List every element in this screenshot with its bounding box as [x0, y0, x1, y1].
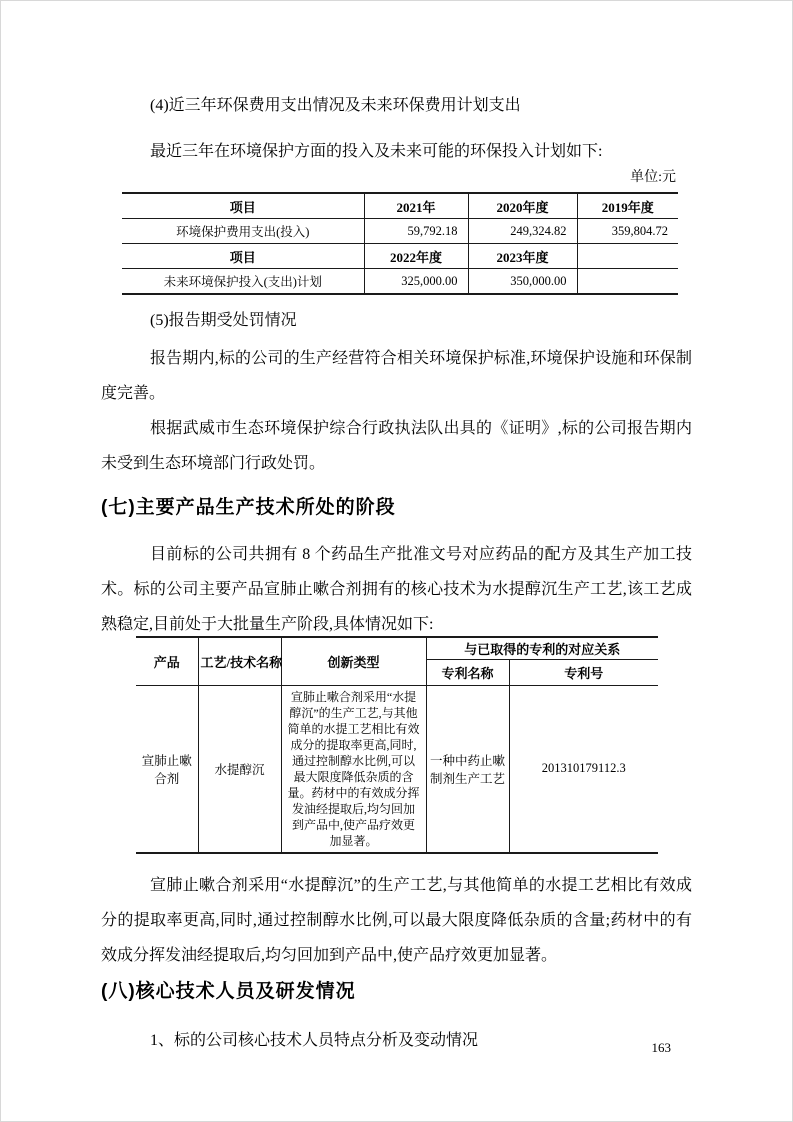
- tech-header-product: 产品: [136, 637, 198, 685]
- env-expense-2021: 59,792.18: [364, 219, 468, 244]
- tech-header-patent-number: 专利号: [509, 659, 658, 685]
- env-expense-2019: 359,804.72: [577, 219, 678, 244]
- certificate-paragraph: 根据武威市生态环境保护综合行政执法队出具的《证明》,标的公司报告期内未受到生态环境部门行政处罚。: [101, 420, 692, 472]
- env-table-header-2023: 2023年度: [468, 244, 577, 269]
- env-plan-empty: [577, 269, 678, 295]
- tech-cell-patent-number: 201310179112.3: [509, 685, 658, 853]
- env-plan-2023: 350,000.00: [468, 269, 577, 295]
- env-table-header-2019: 2019年度: [577, 193, 678, 219]
- tech-header-tech-name: 工艺/技术名称: [198, 637, 281, 685]
- env-table-expense-row: [122, 219, 678, 244]
- env-table-header-empty: [577, 244, 678, 269]
- env-table-header-row: [122, 193, 678, 219]
- env-table-header-item: 项目: [229, 199, 256, 215]
- env-table-header-item-2: 项目: [229, 249, 256, 265]
- tech-table-data-row: [136, 685, 658, 853]
- subsection-4-heading: (4)近三年环保费用支出情况及未来环保费用计划支出: [150, 97, 521, 114]
- tech-header-patent-relation: 与已取得的专利的对应关系: [426, 637, 658, 659]
- section-7-heading: (七)主要产品生产技术所处的阶段: [101, 497, 396, 518]
- compliance-paragraph: 报告期内,标的公司的生产经营符合相关环境保护标准,环境保护设施和环保制度完善。: [101, 350, 692, 402]
- tech-header-innovation-type: 创新类型: [281, 637, 426, 685]
- item-1-line: 1、标的公司核心技术人员特点分析及变动情况: [150, 1031, 479, 1049]
- env-table-header-2021: 2021年: [364, 193, 468, 219]
- env-expense-table: [122, 192, 678, 295]
- env-table-header-2022: 2022年度: [364, 244, 468, 269]
- env-table-plan-row: [122, 269, 678, 295]
- subsection-5-heading: (5)报告期受处罚情况: [150, 312, 297, 329]
- tech-intro-paragraph: 目前标的公司共拥有 8 个药品生产批准文号对应药品的配方及其生产加工技术。标的公司主要产品宣肺止嗽合剂拥有的核心技术为水提醇沉生产工艺,该工艺成熟稳定,目前处于大批量生产阶段,具体情况如下:: [101, 546, 692, 633]
- env-plan-label: 未来环境保护投入(支出)计划: [163, 275, 322, 289]
- env-plan-2022: 325,000.00: [364, 269, 468, 295]
- env-investment-intro: 最近三年在环境保护方面的投入及未来可能的环保投入计划如下:: [150, 143, 603, 160]
- tech-cell-patent-name: 一种中药止嗽制剂生产工艺: [426, 685, 509, 853]
- section-8-heading: (八)核心技术人员及研发情况: [101, 980, 356, 1002]
- tech-cell-product: 宣肺止嗽合剂: [136, 685, 198, 853]
- env-table-header-row-2: [122, 244, 678, 269]
- process-paragraph: 宣肺止嗽合剂采用“水提醇沉”的生产工艺,与其他简单的水提工艺相比有效成分的提取率更高,同时,通过控制醇水比例,可以最大限度降低杂质的含量;药材中的有效成分挥发油经提取后,均匀回加到产品中,使产品疗效更加显著。: [101, 876, 692, 964]
- tech-cell-tech-name: 水提醇沉: [198, 685, 281, 853]
- unit-label: 单位:元: [630, 170, 676, 185]
- tech-patent-table: [136, 636, 658, 854]
- page-number: 163: [651, 1040, 671, 1055]
- env-table-header-2020: 2020年度: [468, 193, 577, 219]
- tech-header-patent-name: 专利名称: [426, 659, 509, 685]
- env-expense-label: 环境保护费用支出(投入): [176, 225, 310, 239]
- tech-cell-innovation-type: 宣肺止嗽合剂采用“水提醇沉”的生产工艺,与其他简单的水提工艺相比有效成分的提取率更高,同时,通过控制醇水比例,可以最大限度降低杂质的含量。药材中的有效成分挥发油经提取后,均匀回加到产品中,使产品疗效更加显著。: [281, 685, 426, 853]
- env-expense-2020: 249,324.82: [468, 219, 577, 244]
